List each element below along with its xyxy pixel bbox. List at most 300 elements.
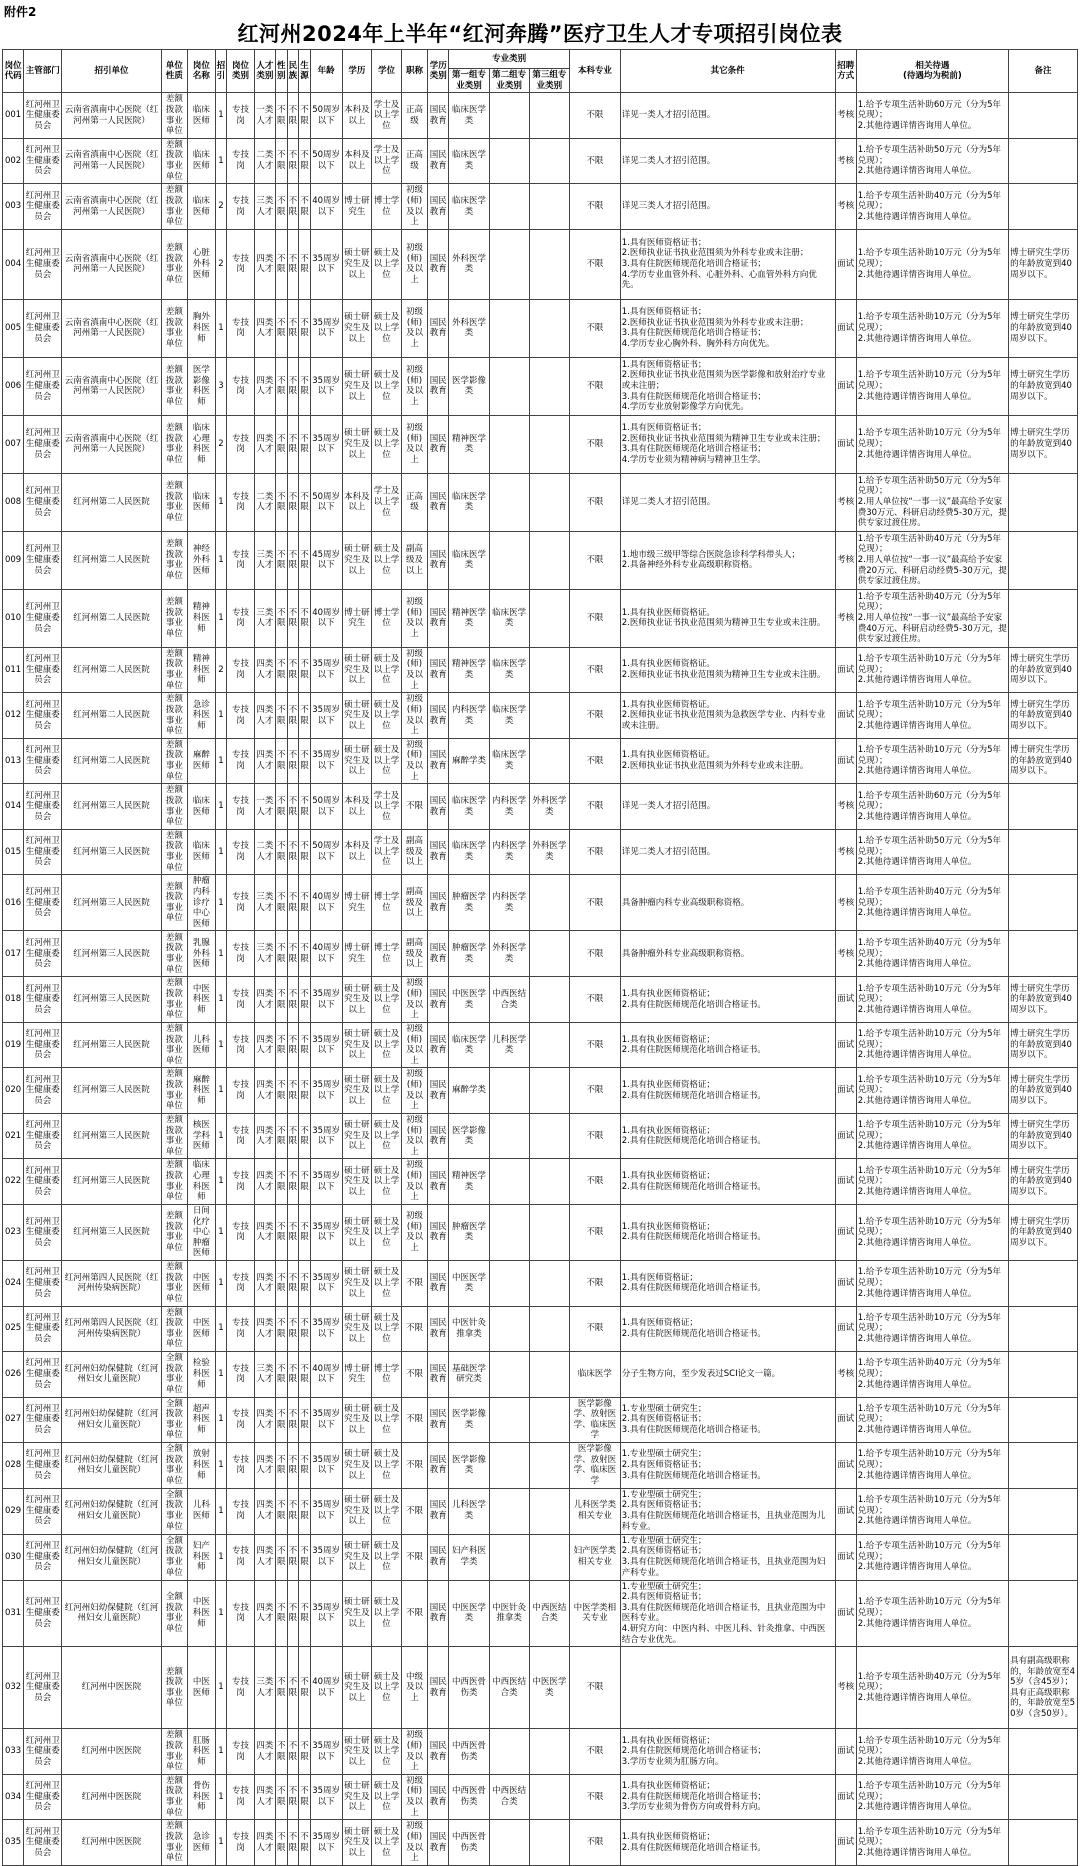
cell-ug: 不限 xyxy=(570,693,621,739)
cell-dept: 红河州卫生健康委员会 xyxy=(24,693,62,739)
cell-nation: 不限 xyxy=(287,1443,299,1489)
cell-code: 012 xyxy=(3,693,24,739)
cell-gender: 不限 xyxy=(275,93,287,139)
cell-age: 40周岁以下 xyxy=(310,931,342,977)
cell-post: 肛肠科医师 xyxy=(188,1729,216,1775)
cell-title: 不限 xyxy=(401,1580,427,1647)
cell-gender: 不限 xyxy=(275,473,287,531)
cell-nature: 差额拨款事业单位 xyxy=(161,1261,187,1307)
table-row xyxy=(3,1488,1078,1534)
cell-ug: 不限 xyxy=(570,738,621,784)
cell-origin: 不限 xyxy=(299,1352,311,1398)
cell-ug: 不限 xyxy=(570,1113,621,1159)
cell-dept: 红河州卫生健康委员会 xyxy=(24,299,62,357)
table-row xyxy=(3,738,1078,784)
cell-ttype: 三类人才 xyxy=(254,1352,275,1398)
cell-ug: 不限 xyxy=(570,784,621,830)
cell-gender: 不限 xyxy=(275,1022,287,1068)
cell-dept: 红河州卫生健康委员会 xyxy=(24,1261,62,1307)
cell-gender: 不限 xyxy=(275,1397,287,1443)
table-row xyxy=(3,1261,1078,1307)
cell-title: 中级及以上 xyxy=(401,1647,427,1729)
cell-m1: 精神医学类 xyxy=(449,647,489,693)
cell-ttype: 四类人才 xyxy=(254,1306,275,1352)
cell-degree: 学士及以上学位 xyxy=(372,138,402,184)
cell-ptype: 专技岗 xyxy=(227,1113,255,1159)
cell-ug: 不限 xyxy=(570,1068,621,1114)
cell-ug: 中医学类相关专业 xyxy=(570,1580,621,1647)
cell-note xyxy=(1009,531,1078,589)
cell-nation: 不限 xyxy=(287,357,299,415)
cell-ptype: 专技岗 xyxy=(227,1729,255,1775)
cell-ptype: 专技岗 xyxy=(227,1159,255,1205)
cell-code: 025 xyxy=(3,1306,24,1352)
cell-degree: 博士学位 xyxy=(372,184,402,230)
cell-edu: 硕士研究生及以上 xyxy=(342,1204,372,1260)
cell-origin: 不限 xyxy=(299,829,311,875)
cell-title: 初级(师)及以上 xyxy=(401,977,427,1023)
cell-title: 不限 xyxy=(401,1306,427,1352)
cell-edutype: 国民教育 xyxy=(428,1397,449,1443)
cell-nation: 不限 xyxy=(287,1820,299,1866)
cell-unit: 红河州第三人民医院 xyxy=(62,1113,161,1159)
cell-ttype: 四类人才 xyxy=(254,1261,275,1307)
cell-ttype: 四类人才 xyxy=(254,693,275,739)
table-row xyxy=(3,1306,1078,1352)
cell-method: 面试 xyxy=(835,1068,856,1114)
cell-degree: 硕士及以上学位 xyxy=(372,977,402,1023)
cell-method: 面试 xyxy=(835,1488,856,1534)
cell-origin: 不限 xyxy=(299,299,311,357)
cell-nation: 不限 xyxy=(287,93,299,139)
cell-dept: 红河州卫生健康委员会 xyxy=(24,1580,62,1647)
cell-num: 1 xyxy=(215,875,227,931)
cell-post: 临床心理科医师 xyxy=(188,415,216,473)
cell-benefit: 1.给予专项生活补助40万元（分为5年兑现）； 2.其他待遇详情咨询用人单位。 xyxy=(856,931,1008,977)
cell-edutype: 国民教育 xyxy=(428,357,449,415)
cell-method: 面试 xyxy=(835,693,856,739)
cell-num: 1 xyxy=(215,1306,227,1352)
cell-gender: 不限 xyxy=(275,647,287,693)
table-row xyxy=(3,1820,1078,1866)
cell-m1: 肿瘤医学类 xyxy=(449,1204,489,1260)
cell-title: 初级(师)及以上 xyxy=(401,1113,427,1159)
cell-degree: 硕士及以上学位 xyxy=(372,1306,402,1352)
cell-dept: 红河州卫生健康委员会 xyxy=(24,1022,62,1068)
cell-nation: 不限 xyxy=(287,829,299,875)
cell-code: 013 xyxy=(3,738,24,784)
cell-m1: 中医医学类 xyxy=(449,977,489,1023)
cell-unit: 云南省滇南中心医院（红河州第一人民医院） xyxy=(62,93,161,139)
cell-origin: 不限 xyxy=(299,1580,311,1647)
cell-benefit: 1.给予专项生活补助10万元（分为5年兑现）； 2.其他待遇详情咨询用人单位。 xyxy=(856,299,1008,357)
cell-unit: 红河州中医医院 xyxy=(62,1774,161,1820)
cell-m2 xyxy=(489,1204,529,1260)
cell-ptype: 专技岗 xyxy=(227,1068,255,1114)
cell-gender: 不限 xyxy=(275,693,287,739)
cell-edutype: 国民教育 xyxy=(428,1488,449,1534)
cell-note: 博士研究生学历的年龄放宽到40周岁以下。 xyxy=(1009,1159,1078,1205)
cell-benefit: 1.给予专项生活补助50万元（分为5年兑现）； 2.其他待遇详情咨询用人单位。 xyxy=(856,138,1008,184)
cell-cond: 1.具有执业医师资格证。 2.医师执业证书执业范围须为外科专业或未注册。 xyxy=(620,738,835,784)
cell-nation: 不限 xyxy=(287,1022,299,1068)
cell-m3 xyxy=(529,473,569,531)
cell-nature: 全额拨款事业单位 xyxy=(161,1580,187,1647)
cell-ttype: 四类人才 xyxy=(254,299,275,357)
cell-cond: 1.具有执业医师资格证； 2.具有住院医师规范化培训合格证书； 3.学历专业须为骨伤方向或骨科方向。 xyxy=(620,1774,835,1820)
header-major-group: 专业类别 xyxy=(449,50,570,69)
cell-gender: 不限 xyxy=(275,1443,287,1489)
cell-note xyxy=(1009,1534,1078,1580)
cell-edu: 博士研究生 xyxy=(342,1352,372,1398)
cell-ttype: 四类人才 xyxy=(254,415,275,473)
cell-nation: 不限 xyxy=(287,299,299,357)
table-row xyxy=(3,693,1078,739)
cell-degree: 硕士及以上学位 xyxy=(372,738,402,784)
cell-m3 xyxy=(529,1729,569,1775)
cell-edutype: 国民教育 xyxy=(428,931,449,977)
cell-benefit: 1.给予专项生活补助10万元（分为5年兑现）； 2.其他待遇详情咨询用人单位。 xyxy=(856,1397,1008,1443)
cell-origin: 不限 xyxy=(299,647,311,693)
table-row xyxy=(3,589,1078,647)
cell-method: 面试 xyxy=(835,1261,856,1307)
cell-method: 面试 xyxy=(835,977,856,1023)
cell-ttype: 二类人才 xyxy=(254,138,275,184)
cell-cond: 1.具有执业医师资格证； 2.具有住院医师规范化培训合格证书。 xyxy=(620,1204,835,1260)
cell-ug: 不限 xyxy=(570,415,621,473)
cell-ptype: 专技岗 xyxy=(227,1580,255,1647)
cell-origin: 不限 xyxy=(299,229,311,299)
cell-cond: 1.具有执业医师资格证； 2.具有住院医师规范化培训合格证书。 xyxy=(620,1113,835,1159)
cell-edu: 本科及以上 xyxy=(342,473,372,531)
cell-age: 35周岁以下 xyxy=(310,1159,342,1205)
cell-gender: 不限 xyxy=(275,931,287,977)
cell-nation: 不限 xyxy=(287,589,299,647)
cell-note xyxy=(1009,1261,1078,1307)
cell-benefit: 1.给予专项生活补助50万元（分为5年兑现）； 2.其他待遇详情咨询用人单位。 xyxy=(856,829,1008,875)
cell-gender: 不限 xyxy=(275,1820,287,1866)
cell-origin: 不限 xyxy=(299,1261,311,1307)
cell-code: 018 xyxy=(3,977,24,1023)
cell-unit: 红河州第二人民医院 xyxy=(62,473,161,531)
cell-title: 副高级及以上 xyxy=(401,531,427,589)
cell-m2 xyxy=(489,473,529,531)
table-row xyxy=(3,1729,1078,1775)
cell-title: 初级(师)及以上 xyxy=(401,738,427,784)
cell-dept: 红河州卫生健康委员会 xyxy=(24,138,62,184)
cell-cond: 详见三类人才招引范围。 xyxy=(620,184,835,230)
cell-degree: 硕士及以上学位 xyxy=(372,1729,402,1775)
cell-origin: 不限 xyxy=(299,1729,311,1775)
cell-ttype: 四类人才 xyxy=(254,229,275,299)
header-unit: 招引单位 xyxy=(62,50,161,93)
cell-nation: 不限 xyxy=(287,977,299,1023)
cell-edutype: 国民教育 xyxy=(428,1068,449,1114)
cell-cond: 1.具有执业医师资格证； 2.具有住院医师规范化培训合格证书。 xyxy=(620,1068,835,1114)
cell-gender: 不限 xyxy=(275,531,287,589)
cell-post: 妇产科医师 xyxy=(188,1534,216,1580)
cell-nature: 全额拨款事业单位 xyxy=(161,1488,187,1534)
cell-edutype: 国民教育 xyxy=(428,229,449,299)
cell-method: 考核 xyxy=(835,138,856,184)
cell-m1: 内科医学类 xyxy=(449,693,489,739)
cell-num: 1 xyxy=(215,1443,227,1489)
cell-dept: 红河州卫生健康委员会 xyxy=(24,647,62,693)
cell-gender: 不限 xyxy=(275,738,287,784)
cell-m3 xyxy=(529,693,569,739)
header-ug: 本科专业 xyxy=(570,50,621,93)
cell-edu: 本科及以上 xyxy=(342,829,372,875)
cell-method: 考核 xyxy=(835,184,856,230)
table-row xyxy=(3,829,1078,875)
cell-m1: 基础医学研究类 xyxy=(449,1352,489,1398)
cell-cond: 详见二类人才招引范围。 xyxy=(620,473,835,531)
cell-note: 博士研究生学历的年龄放宽到40周岁以下。 xyxy=(1009,415,1078,473)
cell-edutype: 国民教育 xyxy=(428,977,449,1023)
cell-ttype: 四类人才 xyxy=(254,1159,275,1205)
cell-m3 xyxy=(529,738,569,784)
cell-age: 35周岁以下 xyxy=(310,1774,342,1820)
cell-code: 035 xyxy=(3,1820,24,1866)
cell-m1: 医学影像类 xyxy=(449,1443,489,1489)
cell-edu: 硕士研究生及以上 xyxy=(342,229,372,299)
cell-degree: 硕士及以上学位 xyxy=(372,1022,402,1068)
cell-edutype: 国民教育 xyxy=(428,1443,449,1489)
cell-note xyxy=(1009,931,1078,977)
cell-m1: 中医医学类 xyxy=(449,1261,489,1307)
cell-age: 40周岁以下 xyxy=(310,1647,342,1729)
cell-method: 面试 xyxy=(835,1580,856,1647)
cell-code: 027 xyxy=(3,1397,24,1443)
cell-unit: 红河州第三人民医院 xyxy=(62,977,161,1023)
cell-ttype: 四类人才 xyxy=(254,1068,275,1114)
cell-ug: 不限 xyxy=(570,1306,621,1352)
cell-m1: 精神医学类 xyxy=(449,1159,489,1205)
cell-nation: 不限 xyxy=(287,931,299,977)
cell-num: 1 xyxy=(215,1820,227,1866)
cell-dept: 红河州卫生健康委员会 xyxy=(24,784,62,830)
cell-post: 神经外科医师 xyxy=(188,531,216,589)
cell-age: 35周岁以下 xyxy=(310,1261,342,1307)
cell-m2 xyxy=(489,138,529,184)
cell-ug: 医学影像学、放射医学、临床医学 xyxy=(570,1443,621,1489)
cell-num: 1 xyxy=(215,589,227,647)
cell-code: 014 xyxy=(3,784,24,830)
cell-nation: 不限 xyxy=(287,1647,299,1729)
cell-num: 1 xyxy=(215,977,227,1023)
cell-title: 初级(师)及以上 xyxy=(401,1022,427,1068)
table-row xyxy=(3,1397,1078,1443)
cell-ttype: 四类人才 xyxy=(254,357,275,415)
cell-ug: 不限 xyxy=(570,299,621,357)
cell-dept: 红河州卫生健康委员会 xyxy=(24,1113,62,1159)
cell-unit: 红河州第三人民医院 xyxy=(62,931,161,977)
header-major-3: 第三组专业类别 xyxy=(529,69,569,93)
cell-age: 35周岁以下 xyxy=(310,1580,342,1647)
cell-code: 028 xyxy=(3,1443,24,1489)
cell-nation: 不限 xyxy=(287,138,299,184)
cell-benefit: 1.给予专项生活补助10万元（分为5年兑现）； 2.其他待遇详情咨询用人单位。 xyxy=(856,1068,1008,1114)
cell-m2 xyxy=(489,415,529,473)
cell-nature: 差额拨款事业单位 xyxy=(161,738,187,784)
attachment-label: 附件2 xyxy=(4,5,37,19)
cell-gender: 不限 xyxy=(275,1204,287,1260)
cell-code: 029 xyxy=(3,1488,24,1534)
cell-ug: 不限 xyxy=(570,589,621,647)
cell-nation: 不限 xyxy=(287,1774,299,1820)
cell-note xyxy=(1009,1352,1078,1398)
cell-cond: 1.具有医师资格证； 2.具有住院医师规范化培训合格证书。 xyxy=(620,1306,835,1352)
cell-edutype: 国民教育 xyxy=(428,693,449,739)
cell-m2: 临床医学类 xyxy=(489,693,529,739)
cell-nation: 不限 xyxy=(287,738,299,784)
cell-nature: 差额拨款事业单位 xyxy=(161,138,187,184)
cell-title: 副高级及以上 xyxy=(401,829,427,875)
cell-title: 正高级 xyxy=(401,473,427,531)
cell-m3 xyxy=(529,1159,569,1205)
cell-unit: 红河州第三人民医院 xyxy=(62,829,161,875)
cell-unit: 红河州中医医院 xyxy=(62,1647,161,1729)
cell-edu: 硕士研究生及以上 xyxy=(342,415,372,473)
cell-m3 xyxy=(529,229,569,299)
cell-m2 xyxy=(489,299,529,357)
cell-note: 博士研究生学历的年龄放宽到40周岁以下。 xyxy=(1009,1113,1078,1159)
cell-code: 005 xyxy=(3,299,24,357)
cell-benefit: 1.给予专项生活补助10万元（分为5年兑现）； 2.其他待遇详情咨询用人单位。 xyxy=(856,693,1008,739)
cell-m2 xyxy=(489,93,529,139)
cell-ug: 不限 xyxy=(570,357,621,415)
cell-method: 面试 xyxy=(835,1820,856,1866)
cell-edutype: 国民教育 xyxy=(428,531,449,589)
cell-m2 xyxy=(489,1352,529,1398)
cell-ttype: 四类人才 xyxy=(254,1774,275,1820)
cell-origin: 不限 xyxy=(299,875,311,931)
cell-gender: 不限 xyxy=(275,1068,287,1114)
cell-m1: 外科医学类 xyxy=(449,299,489,357)
cell-benefit: 1.给予专项生活补助10万元（分为5年兑现）； 2.其他待遇详情咨询用人单位。 xyxy=(856,357,1008,415)
cell-unit: 红河州中医医院 xyxy=(62,1820,161,1866)
cell-nature: 差额拨款事业单位 xyxy=(161,1113,187,1159)
cell-nature: 差额拨款事业单位 xyxy=(161,1204,187,1260)
cell-unit: 红河州第三人民医院 xyxy=(62,784,161,830)
cell-m3 xyxy=(529,531,569,589)
cell-m3 xyxy=(529,357,569,415)
cell-age: 45周岁以下 xyxy=(310,531,342,589)
cell-title: 初级(师)及以上 xyxy=(401,693,427,739)
cell-m1: 麻醉学类 xyxy=(449,738,489,784)
cell-note: 博士研究生学历的年龄放宽到40周岁以下。 xyxy=(1009,299,1078,357)
cell-origin: 不限 xyxy=(299,1647,311,1729)
cell-unit: 红河州第四人民医院（红河州传染病医院） xyxy=(62,1261,161,1307)
table-row xyxy=(3,784,1078,830)
cell-title: 不限 xyxy=(401,1397,427,1443)
cell-note xyxy=(1009,875,1078,931)
cell-post: 医学影像科医师 xyxy=(188,357,216,415)
cell-title: 初级(师)及以上 xyxy=(401,184,427,230)
cell-unit: 云南省滇南中心医院（红河州第一人民医院） xyxy=(62,184,161,230)
cell-age: 40周岁以下 xyxy=(310,589,342,647)
cell-m2: 临床医学类 xyxy=(489,647,529,693)
cell-degree: 学士及以上学位 xyxy=(372,784,402,830)
header-benefit: 相关待遇 (待遇均为税前) xyxy=(856,50,1008,93)
cell-method: 面试 xyxy=(835,1443,856,1489)
cell-ug: 不限 xyxy=(570,138,621,184)
cell-method: 面试 xyxy=(835,1204,856,1260)
cell-edutype: 国民教育 xyxy=(428,647,449,693)
cell-benefit: 1.给予专项生活补助10万元（分为5年兑现）； 2.其他待遇详情咨询用人单位。 xyxy=(856,1204,1008,1260)
cell-post: 急诊科医师 xyxy=(188,693,216,739)
cell-method: 面试 xyxy=(835,415,856,473)
table-row xyxy=(3,138,1078,184)
cell-edu: 硕士研究生及以上 xyxy=(342,977,372,1023)
cell-edutype: 国民教育 xyxy=(428,738,449,784)
cell-degree: 硕士及以上学位 xyxy=(372,693,402,739)
cell-note xyxy=(1009,1306,1078,1352)
cell-dept: 红河州卫生健康委员会 xyxy=(24,473,62,531)
cell-cond: 1.具有医师资格证书； 2.医师执业证书执业范围须为外科专业或未注册； 3.具有住院医师规范化培训合格证书； 4.学历专业血管外科、心脏外科、心血管外科方向优先。 xyxy=(620,229,835,299)
cell-m1: 临床医学类 xyxy=(449,1022,489,1068)
cell-nation: 不限 xyxy=(287,875,299,931)
cell-ptype: 专技岗 xyxy=(227,1534,255,1580)
cell-m3: 中西医结合类 xyxy=(529,1580,569,1647)
table-row xyxy=(3,1774,1078,1820)
cell-origin: 不限 xyxy=(299,1159,311,1205)
cell-benefit: 1.给予专项生活补助10万元（分为5年兑现）； 2.其他待遇详情咨询用人单位。 xyxy=(856,1113,1008,1159)
table-row xyxy=(3,1580,1078,1647)
cell-method: 考核 xyxy=(835,93,856,139)
cell-m2: 外科医学类 xyxy=(489,931,529,977)
cell-edutype: 国民教育 xyxy=(428,1204,449,1260)
header-method: 招聘方式 xyxy=(835,50,856,93)
cell-num: 1 xyxy=(215,931,227,977)
header-note: 备注 xyxy=(1009,50,1078,93)
cell-dept: 红河州卫生健康委员会 xyxy=(24,738,62,784)
cell-ug: 不限 xyxy=(570,1647,621,1729)
cell-note: 博士研究生学历的年龄放宽到40周岁以下。 xyxy=(1009,738,1078,784)
cell-edutype: 国民教育 xyxy=(428,1729,449,1775)
cell-num: 1 xyxy=(215,1729,227,1775)
cell-code: 022 xyxy=(3,1159,24,1205)
cell-dept: 红河州卫生健康委员会 xyxy=(24,1159,62,1205)
cell-ttype: 三类人才 xyxy=(254,1647,275,1729)
cell-title: 初级(师)及以上 xyxy=(401,415,427,473)
cell-edu: 硕士研究生及以上 xyxy=(342,1397,372,1443)
cell-post: 检验科医师 xyxy=(188,1352,216,1398)
cell-title: 初级(师)及以上 xyxy=(401,1204,427,1260)
header-title: 职称 xyxy=(401,50,427,93)
cell-degree: 博士学位 xyxy=(372,589,402,647)
cell-gender: 不限 xyxy=(275,1306,287,1352)
cell-nature: 差额拨款事业单位 xyxy=(161,531,187,589)
cell-note: 博士研究生学历的年龄放宽到40周岁以下。 xyxy=(1009,1022,1078,1068)
cell-cond: 1.专业型硕士研究生； 2.具有医师资格证书； 3.具有住院医师规范化培训合格证书，且执业范围为妇产科专业。 xyxy=(620,1534,835,1580)
cell-ug: 不限 xyxy=(570,1261,621,1307)
header-origin: 生源 xyxy=(299,50,311,93)
cell-benefit: 1.给予专项生活补助10万元（分为5年兑现）； 2.其他待遇详情咨询用人单位。 xyxy=(856,1022,1008,1068)
cell-degree: 学士及以上学位 xyxy=(372,93,402,139)
cell-ttype: 四类人才 xyxy=(254,1580,275,1647)
cell-post: 精神科医师 xyxy=(188,647,216,693)
cell-code: 021 xyxy=(3,1113,24,1159)
cell-edu: 博士研究生 xyxy=(342,931,372,977)
table-row xyxy=(3,1159,1078,1205)
cell-edu: 硕士研究生及以上 xyxy=(342,1443,372,1489)
cell-gender: 不限 xyxy=(275,184,287,230)
cell-benefit: 1.给予专项生活补助40万元（分为5年兑现）； 2.用人单位按“一事一议”最高给予安家费40万元、科研启动经费5-30万元，提供专家过渡住房。 xyxy=(856,589,1008,647)
cell-unit: 红河州妇幼保健院（红河州妇女儿童医院） xyxy=(62,1534,161,1580)
cell-unit: 云南省滇南中心医院（红河州第一人民医院） xyxy=(62,138,161,184)
cell-unit: 云南省滇南中心医院（红河州第一人民医院） xyxy=(62,229,161,299)
